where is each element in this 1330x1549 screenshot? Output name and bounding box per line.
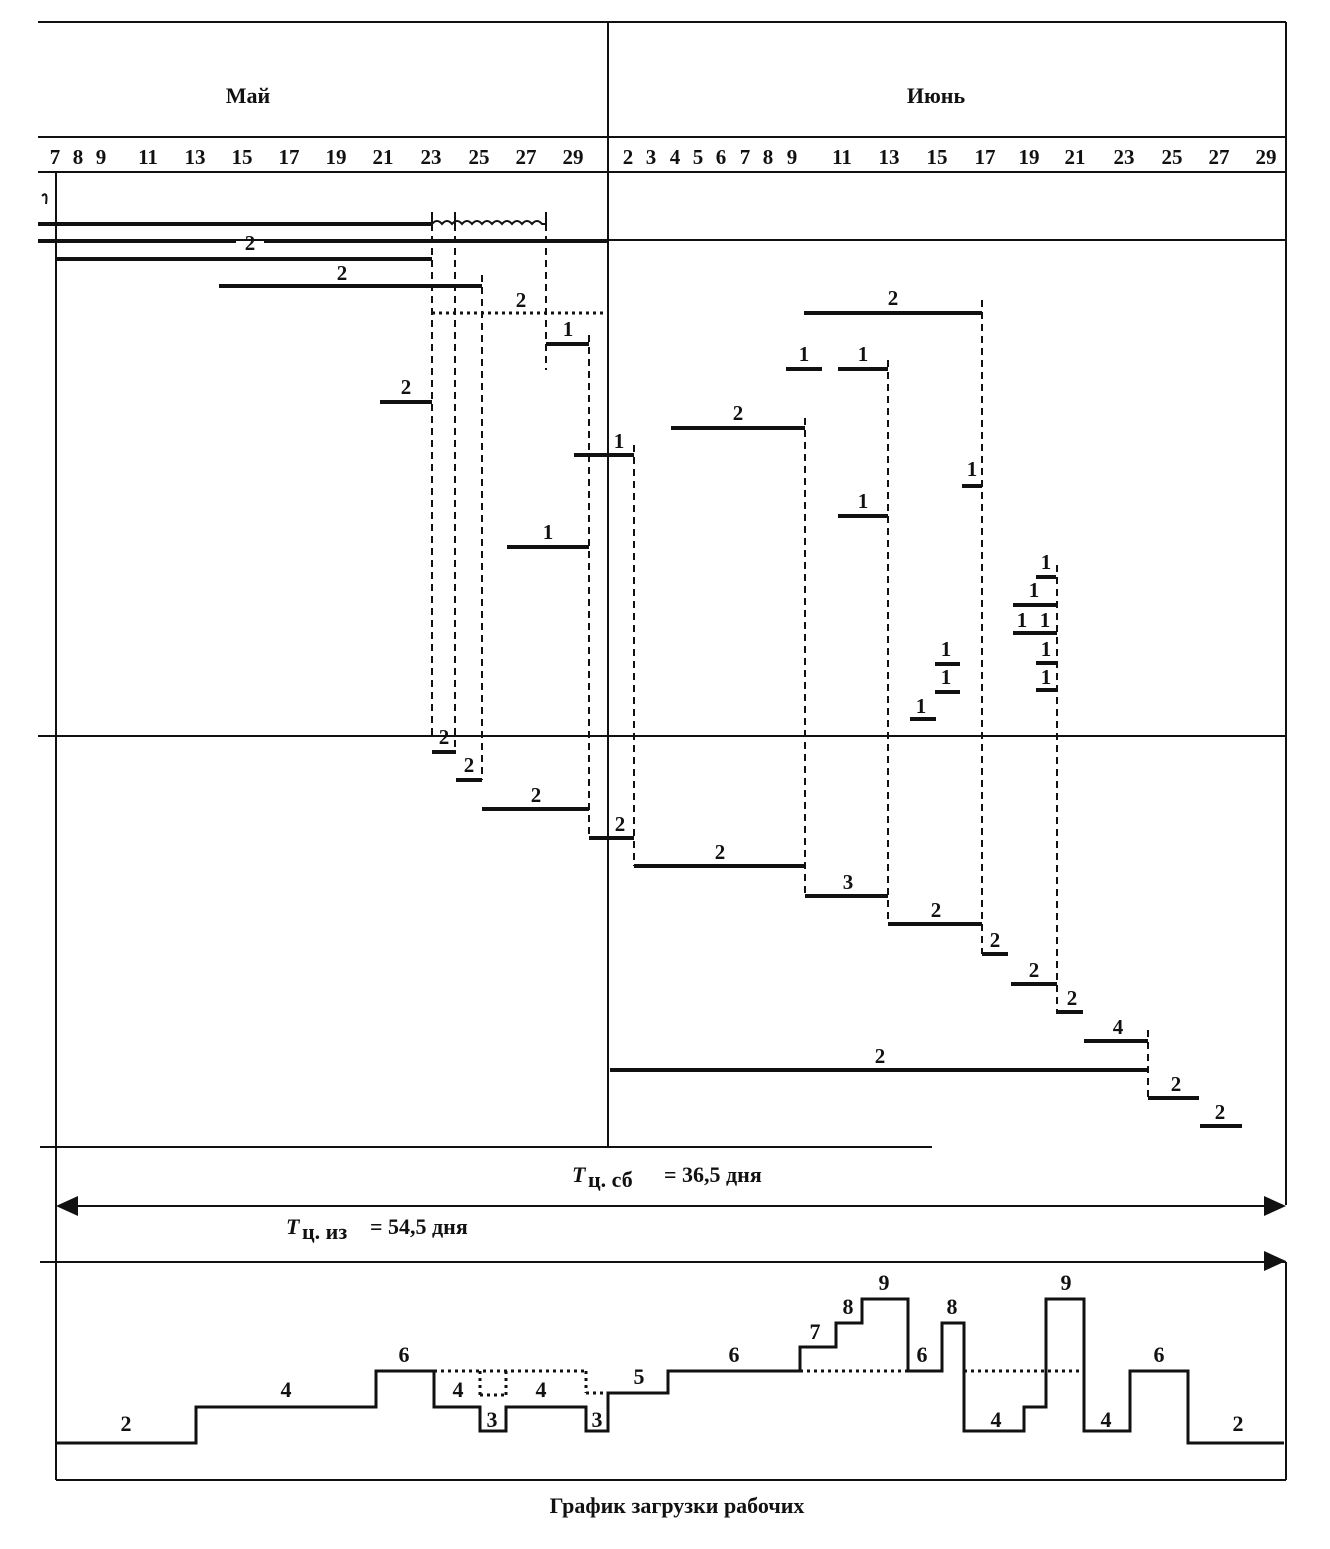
- day-tick: 23: [1113, 145, 1135, 169]
- day-tick: 15: [926, 145, 948, 169]
- bar-label: 1: [940, 665, 952, 689]
- bar-label: 1: [1016, 608, 1028, 632]
- load-label: 4: [535, 1377, 547, 1402]
- day-tick: 21: [372, 145, 394, 169]
- day-tick: 7: [49, 145, 61, 169]
- bar-label: 2: [930, 898, 942, 922]
- chart-caption: График загрузки рабочих: [549, 1493, 805, 1518]
- formula-value: = 36,5 дня: [664, 1162, 762, 1187]
- bar-label: 2: [1066, 986, 1078, 1010]
- load-label: 6: [1153, 1342, 1165, 1367]
- bar-label: 1: [798, 342, 810, 366]
- day-tick: 19: [1018, 145, 1040, 169]
- day-tick: 27: [515, 145, 537, 169]
- day-tick: 8: [762, 145, 774, 169]
- load-label: 9: [878, 1270, 890, 1295]
- day-tick: 8: [72, 145, 84, 169]
- day-tick: 27: [1208, 145, 1230, 169]
- load-label: 8: [946, 1294, 958, 1319]
- day-tick: 19: [325, 145, 347, 169]
- day-tick: 3: [645, 145, 657, 169]
- formula-symbol: T: [572, 1162, 586, 1187]
- cycle-duration-manufacture: [286, 1214, 468, 1244]
- wavy-reserve-line: [432, 221, 546, 224]
- month-may-label: Май: [225, 83, 271, 108]
- bar-label: 2: [1214, 1100, 1226, 1124]
- load-label: 3: [486, 1407, 498, 1432]
- bar-label: 1: [542, 520, 554, 544]
- bar-label: 1: [857, 489, 869, 513]
- formula-subscript: ц. сб: [588, 1167, 633, 1192]
- tilde-mark: [42, 194, 47, 204]
- day-tick: 9: [95, 145, 107, 169]
- manufacturing-section: [38, 194, 1057, 719]
- bar-label: 2: [400, 375, 412, 399]
- day-tick: 25: [468, 145, 490, 169]
- load-label: 6: [728, 1342, 740, 1367]
- formula-subscript: ц. из: [302, 1219, 348, 1244]
- load-label: 4: [280, 1377, 292, 1402]
- load-label: 5: [633, 1364, 645, 1389]
- day-tick: 15: [231, 145, 253, 169]
- bar-label: 1: [940, 637, 952, 661]
- bar-label: 2: [336, 261, 348, 285]
- workers-load-chart: [56, 1270, 1284, 1443]
- load-label: 9: [1060, 1270, 1072, 1295]
- bar-label: 2: [614, 812, 626, 836]
- bar-label: 1: [1040, 550, 1052, 574]
- load-label: 8: [842, 1294, 854, 1319]
- day-tick: 6: [715, 145, 727, 169]
- bar-label: 3: [842, 870, 854, 894]
- chart-frame: [38, 22, 1286, 1480]
- load-label: 4: [1100, 1407, 1112, 1432]
- day-tick: 17: [974, 145, 996, 169]
- bar-label: 4: [1112, 1015, 1124, 1039]
- dimension-arrow-manufacture: [1264, 1251, 1286, 1271]
- bar-label: 1: [1028, 578, 1040, 602]
- bar-label: 2: [244, 231, 256, 255]
- bar-label: 2: [530, 783, 542, 807]
- bar-label: 2: [874, 1044, 886, 1068]
- assembly-section: [432, 725, 1242, 1126]
- day-tick: 4: [669, 145, 681, 169]
- day-tick: 29: [562, 145, 584, 169]
- bar-label: 2: [515, 288, 527, 312]
- load-label: 3: [591, 1407, 603, 1432]
- bar-label: 1: [857, 342, 869, 366]
- bar-label: 1: [613, 429, 625, 453]
- day-scale-may: [50, 145, 584, 169]
- load-label: 4: [452, 1377, 464, 1402]
- day-tick: 5: [692, 145, 704, 169]
- bar-label: 2: [887, 286, 899, 310]
- bar-label: 1: [1040, 665, 1052, 689]
- load-label: 6: [398, 1342, 410, 1367]
- bar-label: 2: [1170, 1072, 1182, 1096]
- day-tick: 17: [278, 145, 300, 169]
- bar-label: 2: [732, 401, 744, 425]
- load-label: 2: [120, 1411, 132, 1436]
- load-label: 6: [916, 1342, 928, 1367]
- formula-value: = 54,5 дня: [370, 1214, 468, 1239]
- bar-label: 2: [438, 725, 450, 749]
- load-label: 2: [1232, 1411, 1244, 1436]
- load-label: 7: [809, 1319, 821, 1344]
- cycle-duration-assembly: [572, 1162, 762, 1192]
- day-tick: 9: [786, 145, 798, 169]
- day-tick: 23: [420, 145, 442, 169]
- day-scale-june: [623, 145, 1277, 169]
- bar-label: 2: [714, 840, 726, 864]
- bar-label: 1: [562, 317, 574, 341]
- day-tick: 11: [832, 145, 852, 169]
- bar-label: 2: [463, 753, 475, 777]
- day-tick: 25: [1161, 145, 1183, 169]
- day-tick: 13: [878, 145, 900, 169]
- dimension-arrow-assembly: [56, 1196, 1286, 1216]
- day-tick: 13: [184, 145, 206, 169]
- formula-symbol: T: [286, 1214, 300, 1239]
- bar-label: 2: [1028, 958, 1040, 982]
- bar-label: 2: [989, 928, 1001, 952]
- day-tick: 11: [138, 145, 158, 169]
- bar-label: 1: [1040, 637, 1052, 661]
- bar-label: 1: [966, 457, 978, 481]
- day-tick: 21: [1064, 145, 1086, 169]
- bar-label: 1: [915, 694, 927, 718]
- load-label: 4: [990, 1407, 1002, 1432]
- day-tick: 2: [622, 145, 634, 169]
- day-tick: 7: [739, 145, 751, 169]
- month-june-label: Июнь: [906, 83, 966, 108]
- bar-label: 1: [1039, 608, 1051, 632]
- day-tick: 29: [1255, 145, 1277, 169]
